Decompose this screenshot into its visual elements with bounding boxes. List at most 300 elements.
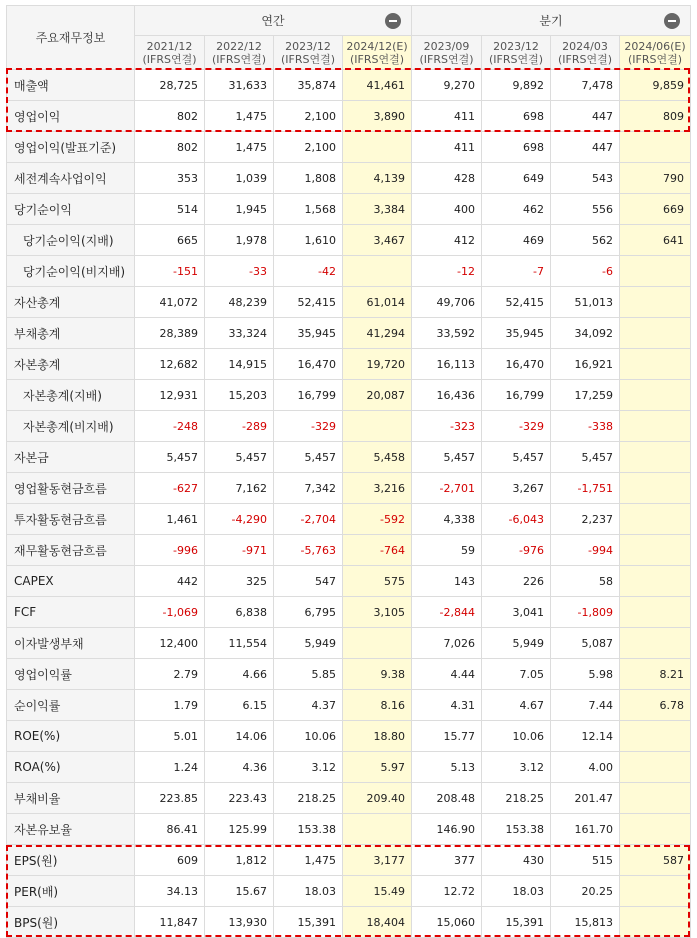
value-cell: 3,216 bbox=[343, 473, 412, 504]
value-cell bbox=[620, 473, 691, 504]
row-label: 자본총계 bbox=[7, 349, 135, 380]
value-cell: 201.47 bbox=[551, 783, 620, 814]
table-row bbox=[7, 349, 691, 380]
value-cell: 59 bbox=[412, 535, 482, 566]
value-cell: 2.79 bbox=[135, 659, 205, 690]
table-row bbox=[7, 70, 691, 101]
value-cell: 790 bbox=[620, 163, 691, 194]
value-cell: 3,105 bbox=[343, 597, 412, 628]
value-cell: -2,704 bbox=[274, 504, 343, 535]
value-cell: 353 bbox=[135, 163, 205, 194]
value-cell: 4.31 bbox=[412, 690, 482, 721]
table-row bbox=[7, 411, 691, 442]
quarterly-label: 분기 bbox=[539, 14, 563, 28]
row-label: 자본금 bbox=[7, 442, 135, 473]
value-cell: 1.79 bbox=[135, 690, 205, 721]
period-date: 2024/03 bbox=[562, 39, 608, 53]
value-cell: 34.13 bbox=[135, 876, 205, 907]
value-cell: 649 bbox=[482, 163, 551, 194]
value-cell: -994 bbox=[551, 535, 620, 566]
value-cell: -7 bbox=[482, 256, 551, 287]
value-cell: 4.44 bbox=[412, 659, 482, 690]
value-cell: 223.43 bbox=[205, 783, 274, 814]
value-cell: 5.98 bbox=[551, 659, 620, 690]
value-cell: 218.25 bbox=[482, 783, 551, 814]
value-cell: 153.38 bbox=[482, 814, 551, 845]
value-cell: 462 bbox=[482, 194, 551, 225]
value-cell: 16,470 bbox=[482, 349, 551, 380]
value-cell: 641 bbox=[620, 225, 691, 256]
value-cell: 669 bbox=[620, 194, 691, 225]
table-row bbox=[7, 473, 691, 504]
value-cell: 10.06 bbox=[274, 721, 343, 752]
value-cell: 1,461 bbox=[135, 504, 205, 535]
value-cell: 3,041 bbox=[482, 597, 551, 628]
period-basis: (IFRS연결) bbox=[419, 52, 474, 66]
value-cell: 1,808 bbox=[274, 163, 343, 194]
value-cell: 12,682 bbox=[135, 349, 205, 380]
row-label: CAPEX bbox=[7, 566, 135, 597]
table-row bbox=[7, 597, 691, 628]
table-row bbox=[7, 132, 691, 163]
value-cell: 35,945 bbox=[482, 318, 551, 349]
period-header bbox=[135, 36, 205, 70]
value-cell: 12,931 bbox=[135, 380, 205, 411]
value-cell: 4.37 bbox=[274, 690, 343, 721]
value-cell: 19,720 bbox=[343, 349, 412, 380]
value-cell bbox=[620, 783, 691, 814]
value-cell: 9,859 bbox=[620, 70, 691, 101]
period-header bbox=[620, 36, 691, 70]
row-label: 자본유보율 bbox=[7, 814, 135, 845]
value-cell: 49,706 bbox=[412, 287, 482, 318]
value-cell: 1,475 bbox=[205, 101, 274, 132]
period-basis: (IFRS연결) bbox=[142, 52, 197, 66]
table-row bbox=[7, 845, 691, 876]
value-cell: 5.01 bbox=[135, 721, 205, 752]
value-cell: 543 bbox=[551, 163, 620, 194]
value-cell: 51,013 bbox=[551, 287, 620, 318]
value-cell bbox=[620, 566, 691, 597]
value-cell: -996 bbox=[135, 535, 205, 566]
value-cell: 16,799 bbox=[274, 380, 343, 411]
value-cell: 2,237 bbox=[551, 504, 620, 535]
value-cell: 8.21 bbox=[620, 659, 691, 690]
value-cell: 514 bbox=[135, 194, 205, 225]
value-cell: 9,270 bbox=[412, 70, 482, 101]
row-label: 영업이익률 bbox=[7, 659, 135, 690]
collapse-annual-icon[interactable] bbox=[385, 13, 401, 29]
period-header bbox=[412, 36, 482, 70]
value-cell: 18.03 bbox=[274, 876, 343, 907]
value-cell: 5,949 bbox=[274, 628, 343, 659]
value-cell: -5,763 bbox=[274, 535, 343, 566]
quarterly-group-header bbox=[412, 6, 691, 36]
value-cell: 18,404 bbox=[343, 907, 412, 938]
table-row bbox=[7, 566, 691, 597]
value-cell: 61,014 bbox=[343, 287, 412, 318]
value-cell: 10.06 bbox=[482, 721, 551, 752]
row-label: 재무활동현금흐름 bbox=[7, 535, 135, 566]
period-date: 2024/06(E) bbox=[624, 39, 686, 53]
value-cell bbox=[620, 814, 691, 845]
value-cell: 4,139 bbox=[343, 163, 412, 194]
value-cell: 52,415 bbox=[274, 287, 343, 318]
period-date: 2023/12 bbox=[493, 39, 539, 53]
value-cell: 125.99 bbox=[205, 814, 274, 845]
value-cell: 15.49 bbox=[343, 876, 412, 907]
value-cell: 7,342 bbox=[274, 473, 343, 504]
value-cell bbox=[343, 256, 412, 287]
value-cell: 18.80 bbox=[343, 721, 412, 752]
row-label: BPS(원) bbox=[7, 907, 135, 938]
value-cell: 5,457 bbox=[274, 442, 343, 473]
table-row bbox=[7, 225, 691, 256]
value-cell: 5.97 bbox=[343, 752, 412, 783]
value-cell: 5.13 bbox=[412, 752, 482, 783]
value-cell: -1,069 bbox=[135, 597, 205, 628]
table-row bbox=[7, 814, 691, 845]
value-cell: 2,100 bbox=[274, 101, 343, 132]
value-cell: 3,177 bbox=[343, 845, 412, 876]
value-cell: 3,384 bbox=[343, 194, 412, 225]
value-cell: 35,874 bbox=[274, 70, 343, 101]
value-cell: 41,461 bbox=[343, 70, 412, 101]
value-cell bbox=[343, 411, 412, 442]
value-cell: 31,633 bbox=[205, 70, 274, 101]
value-cell bbox=[620, 132, 691, 163]
value-cell: 430 bbox=[482, 845, 551, 876]
value-cell: 6.78 bbox=[620, 690, 691, 721]
value-cell bbox=[620, 876, 691, 907]
row-label: 영업활동현금흐름 bbox=[7, 473, 135, 504]
table-row bbox=[7, 628, 691, 659]
value-cell: 3,267 bbox=[482, 473, 551, 504]
value-cell: 562 bbox=[551, 225, 620, 256]
period-header bbox=[482, 36, 551, 70]
value-cell: 447 bbox=[551, 101, 620, 132]
period-header bbox=[343, 36, 412, 70]
value-cell: 143 bbox=[412, 566, 482, 597]
period-basis: (IFRS연결) bbox=[488, 52, 544, 66]
value-cell: 15.67 bbox=[205, 876, 274, 907]
value-cell: 5,949 bbox=[482, 628, 551, 659]
row-label: 영업이익 bbox=[7, 101, 135, 132]
value-cell: 411 bbox=[412, 101, 482, 132]
value-cell: 1,610 bbox=[274, 225, 343, 256]
value-cell: 12.14 bbox=[551, 721, 620, 752]
value-cell: 7.05 bbox=[482, 659, 551, 690]
header-label: 주요재무정보 bbox=[7, 6, 135, 70]
row-label: EPS(원) bbox=[7, 845, 135, 876]
value-cell bbox=[620, 597, 691, 628]
period-date: 2023/09 bbox=[423, 39, 470, 53]
value-cell bbox=[620, 256, 691, 287]
value-cell: 325 bbox=[205, 566, 274, 597]
value-cell: 575 bbox=[343, 566, 412, 597]
value-cell: 33,324 bbox=[205, 318, 274, 349]
value-cell: 9,892 bbox=[482, 70, 551, 101]
value-cell: 469 bbox=[482, 225, 551, 256]
value-cell: -764 bbox=[343, 535, 412, 566]
row-label: 영업이익(발표기준) bbox=[7, 132, 135, 163]
value-cell: 9.38 bbox=[343, 659, 412, 690]
value-cell: 58 bbox=[551, 566, 620, 597]
value-cell: 48,239 bbox=[205, 287, 274, 318]
value-cell: 41,072 bbox=[135, 287, 205, 318]
row-label: PER(배) bbox=[7, 876, 135, 907]
value-cell: 4.66 bbox=[205, 659, 274, 690]
value-cell: 223.85 bbox=[135, 783, 205, 814]
value-cell: 208.48 bbox=[412, 783, 482, 814]
value-cell: 2,100 bbox=[274, 132, 343, 163]
value-cell: -2,844 bbox=[412, 597, 482, 628]
period-header bbox=[274, 36, 343, 70]
value-cell: 16,113 bbox=[412, 349, 482, 380]
value-cell: 665 bbox=[135, 225, 205, 256]
value-cell bbox=[620, 318, 691, 349]
table-row bbox=[7, 504, 691, 535]
period-header bbox=[205, 36, 274, 70]
value-cell: 5,457 bbox=[135, 442, 205, 473]
value-cell: 13,930 bbox=[205, 907, 274, 938]
value-cell: 698 bbox=[482, 132, 551, 163]
value-cell bbox=[620, 349, 691, 380]
value-cell: 153.38 bbox=[274, 814, 343, 845]
value-cell: 4.67 bbox=[482, 690, 551, 721]
value-cell: 547 bbox=[274, 566, 343, 597]
value-cell: 3.12 bbox=[274, 752, 343, 783]
value-cell: -2,701 bbox=[412, 473, 482, 504]
value-cell: 1,568 bbox=[274, 194, 343, 225]
row-label: 당기순이익 bbox=[7, 194, 135, 225]
value-cell: 161.70 bbox=[551, 814, 620, 845]
value-cell: 15.77 bbox=[412, 721, 482, 752]
value-cell bbox=[620, 907, 691, 938]
value-cell bbox=[343, 132, 412, 163]
value-cell: 4.00 bbox=[551, 752, 620, 783]
value-cell: 1,039 bbox=[205, 163, 274, 194]
row-label: ROE(%) bbox=[7, 721, 135, 752]
table-row bbox=[7, 752, 691, 783]
table-row bbox=[7, 194, 691, 225]
table-row bbox=[7, 101, 691, 132]
period-basis: (IFRS연결) bbox=[349, 52, 405, 66]
annual-group-header bbox=[135, 6, 412, 36]
value-cell: 1,945 bbox=[205, 194, 274, 225]
period-basis: (IFRS연결) bbox=[627, 52, 683, 66]
value-cell: -592 bbox=[343, 504, 412, 535]
table-row bbox=[7, 318, 691, 349]
table-row bbox=[7, 442, 691, 473]
value-cell bbox=[620, 287, 691, 318]
value-cell: -33 bbox=[205, 256, 274, 287]
value-cell: 4,338 bbox=[412, 504, 482, 535]
value-cell: 218.25 bbox=[274, 783, 343, 814]
row-label: 매출액 bbox=[7, 70, 135, 101]
value-cell: 14.06 bbox=[205, 721, 274, 752]
value-cell: 411 bbox=[412, 132, 482, 163]
value-cell: 8.16 bbox=[343, 690, 412, 721]
value-cell: 12.72 bbox=[412, 876, 482, 907]
value-cell: 16,436 bbox=[412, 380, 482, 411]
value-cell: 15,391 bbox=[482, 907, 551, 938]
value-cell: -6 bbox=[551, 256, 620, 287]
value-cell: 20,087 bbox=[343, 380, 412, 411]
value-cell bbox=[620, 628, 691, 659]
value-cell: 15,060 bbox=[412, 907, 482, 938]
value-cell: 7,162 bbox=[205, 473, 274, 504]
value-cell: -4,290 bbox=[205, 504, 274, 535]
value-cell: 16,921 bbox=[551, 349, 620, 380]
value-cell: 11,847 bbox=[135, 907, 205, 938]
value-cell: -289 bbox=[205, 411, 274, 442]
value-cell: 428 bbox=[412, 163, 482, 194]
value-cell: 412 bbox=[412, 225, 482, 256]
value-cell: 556 bbox=[551, 194, 620, 225]
value-cell: 41,294 bbox=[343, 318, 412, 349]
row-label: 자산총계 bbox=[7, 287, 135, 318]
period-basis: (IFRS연결) bbox=[557, 52, 613, 66]
row-label: 자본총계(비지배) bbox=[7, 411, 135, 442]
table-body bbox=[7, 70, 691, 938]
row-label: 투자활동현금흐름 bbox=[7, 504, 135, 535]
value-cell: 5,087 bbox=[551, 628, 620, 659]
value-cell bbox=[620, 411, 691, 442]
value-cell: 33,592 bbox=[412, 318, 482, 349]
value-cell: 587 bbox=[620, 845, 691, 876]
table-row bbox=[7, 783, 691, 814]
value-cell: 609 bbox=[135, 845, 205, 876]
table-row bbox=[7, 535, 691, 566]
value-cell: 52,415 bbox=[482, 287, 551, 318]
value-cell: 3,890 bbox=[343, 101, 412, 132]
value-cell: -151 bbox=[135, 256, 205, 287]
value-cell bbox=[620, 752, 691, 783]
value-cell: -1,751 bbox=[551, 473, 620, 504]
row-label: 당기순이익(지배) bbox=[7, 225, 135, 256]
value-cell bbox=[620, 721, 691, 752]
row-label: 순이익률 bbox=[7, 690, 135, 721]
value-cell: 11,554 bbox=[205, 628, 274, 659]
value-cell: 809 bbox=[620, 101, 691, 132]
value-cell: 802 bbox=[135, 101, 205, 132]
table-row bbox=[7, 380, 691, 411]
annual-label: 연간 bbox=[261, 14, 285, 28]
financial-table-container bbox=[6, 5, 690, 938]
value-cell: 1,812 bbox=[205, 845, 274, 876]
value-cell: 14,915 bbox=[205, 349, 274, 380]
value-cell: 28,389 bbox=[135, 318, 205, 349]
value-cell: 15,813 bbox=[551, 907, 620, 938]
row-label: 자본총계(지배) bbox=[7, 380, 135, 411]
value-cell: 6.15 bbox=[205, 690, 274, 721]
value-cell: 7.44 bbox=[551, 690, 620, 721]
value-cell: 1,475 bbox=[274, 845, 343, 876]
value-cell: -971 bbox=[205, 535, 274, 566]
value-cell: 226 bbox=[482, 566, 551, 597]
table-row bbox=[7, 163, 691, 194]
value-cell: -627 bbox=[135, 473, 205, 504]
value-cell: 12,400 bbox=[135, 628, 205, 659]
value-cell: 146.90 bbox=[412, 814, 482, 845]
period-date: 2021/12 bbox=[146, 39, 193, 53]
value-cell: -329 bbox=[274, 411, 343, 442]
value-cell: 1,978 bbox=[205, 225, 274, 256]
table-row bbox=[7, 721, 691, 752]
table-row bbox=[7, 907, 691, 938]
collapse-quarterly-icon[interactable] bbox=[664, 13, 680, 29]
value-cell: -338 bbox=[551, 411, 620, 442]
row-label: 이자발생부채 bbox=[7, 628, 135, 659]
period-date: 2022/12 bbox=[216, 39, 262, 53]
value-cell: -6,043 bbox=[482, 504, 551, 535]
value-cell: 447 bbox=[551, 132, 620, 163]
value-cell: 5,458 bbox=[343, 442, 412, 473]
period-date: 2024/12(E) bbox=[346, 39, 408, 53]
value-cell: 442 bbox=[135, 566, 205, 597]
period-basis: (IFRS연결) bbox=[211, 52, 267, 66]
value-cell: 6,838 bbox=[205, 597, 274, 628]
value-cell: -976 bbox=[482, 535, 551, 566]
value-cell: 1.24 bbox=[135, 752, 205, 783]
value-cell: 7,478 bbox=[551, 70, 620, 101]
value-cell: 86.41 bbox=[135, 814, 205, 845]
value-cell: 3.12 bbox=[482, 752, 551, 783]
table-header bbox=[7, 6, 691, 70]
value-cell: 20.25 bbox=[551, 876, 620, 907]
period-header bbox=[551, 36, 620, 70]
value-cell: 34,092 bbox=[551, 318, 620, 349]
value-cell: 28,725 bbox=[135, 70, 205, 101]
value-cell: 377 bbox=[412, 845, 482, 876]
value-cell: -1,809 bbox=[551, 597, 620, 628]
row-label: ROA(%) bbox=[7, 752, 135, 783]
value-cell bbox=[343, 628, 412, 659]
value-cell: 5,457 bbox=[551, 442, 620, 473]
value-cell: 515 bbox=[551, 845, 620, 876]
value-cell bbox=[620, 380, 691, 411]
value-cell: -42 bbox=[274, 256, 343, 287]
table-row bbox=[7, 690, 691, 721]
value-cell: 5,457 bbox=[412, 442, 482, 473]
row-label: 부채비율 bbox=[7, 783, 135, 814]
value-cell: -248 bbox=[135, 411, 205, 442]
value-cell: 7,026 bbox=[412, 628, 482, 659]
value-cell: -12 bbox=[412, 256, 482, 287]
value-cell: 16,470 bbox=[274, 349, 343, 380]
value-cell bbox=[620, 504, 691, 535]
value-cell: 5.85 bbox=[274, 659, 343, 690]
value-cell bbox=[620, 442, 691, 473]
row-label: FCF bbox=[7, 597, 135, 628]
period-basis: (IFRS연결) bbox=[280, 52, 336, 66]
value-cell: 18.03 bbox=[482, 876, 551, 907]
value-cell: 209.40 bbox=[343, 783, 412, 814]
row-label: 세전계속사업이익 bbox=[7, 163, 135, 194]
value-cell bbox=[620, 535, 691, 566]
table-row bbox=[7, 659, 691, 690]
value-cell: 15,391 bbox=[274, 907, 343, 938]
value-cell: 16,799 bbox=[482, 380, 551, 411]
value-cell: 5,457 bbox=[482, 442, 551, 473]
value-cell: 17,259 bbox=[551, 380, 620, 411]
value-cell bbox=[343, 814, 412, 845]
row-label: 부채총계 bbox=[7, 318, 135, 349]
value-cell: 15,203 bbox=[205, 380, 274, 411]
value-cell: 400 bbox=[412, 194, 482, 225]
value-cell: 1,475 bbox=[205, 132, 274, 163]
